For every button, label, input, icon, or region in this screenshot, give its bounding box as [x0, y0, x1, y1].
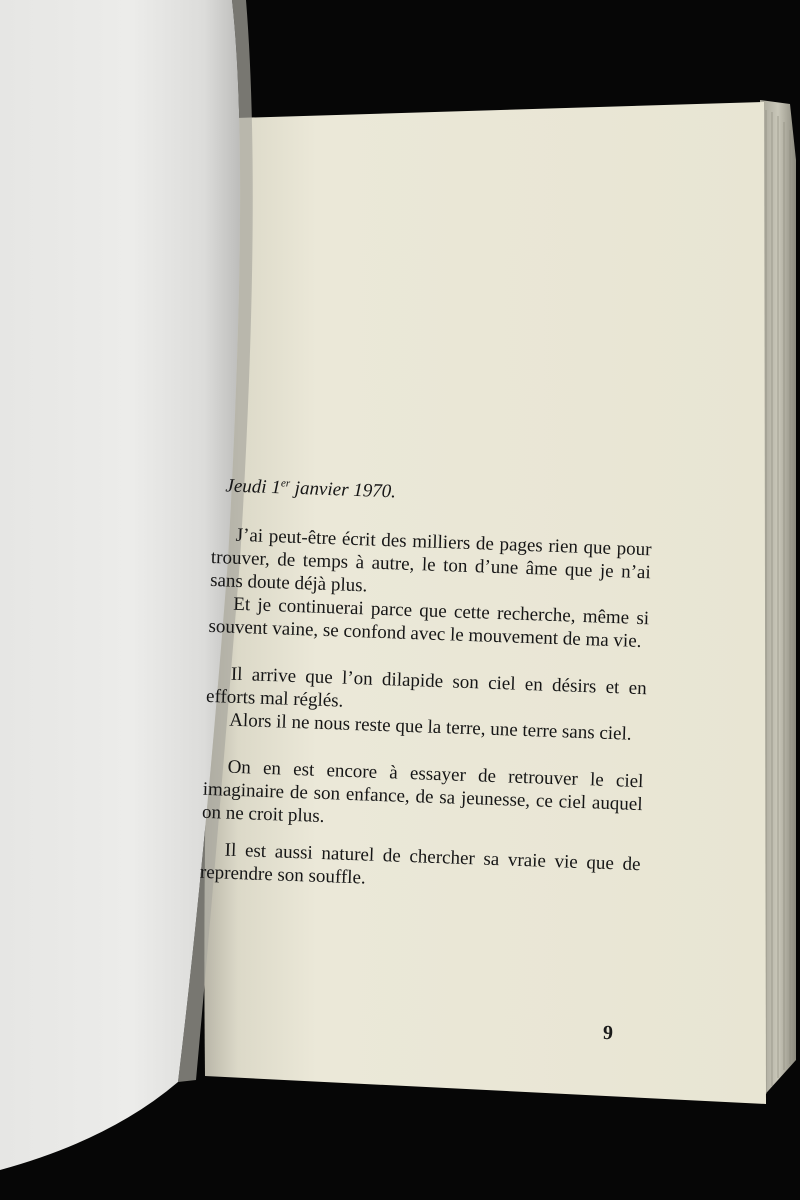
paragraph-2: Et je continuerai parce que cette recherche, même si souvent vaine, se confond avec le mouvement de ma vie.	[208, 593, 650, 653]
date-suffix: janvier 1970.	[289, 477, 397, 503]
date-prefix: Jeudi 1	[225, 475, 282, 499]
paragraph-3: Il arrive que l’on dilapide son ciel en désirs et en efforts mal réglés.	[205, 663, 647, 712]
paragraph-4: Alors il ne nous reste que la terre, une terre sans ciel.	[228, 709, 632, 745]
paragraph-6: Il est aussi naturel de chercher sa vraie vie que de reprendre son souffle.	[199, 839, 641, 889]
page-text-block	[200, 470, 654, 899]
paragraph-1: J’ai peut-être écrit des milliers de pages rien que pour trouver, de temps à autre, le ton d’une âme que je n’ai sans doute déjà plus.	[209, 524, 652, 597]
date-superscript: er	[280, 477, 291, 490]
page-number: 9	[602, 1021, 614, 1045]
paragraph-5: On en est encore à essayer de retrouver le ciel imaginaire de son enfance, de sa jeunesse, ce ciel auquel on ne croit plus.	[201, 756, 644, 828]
